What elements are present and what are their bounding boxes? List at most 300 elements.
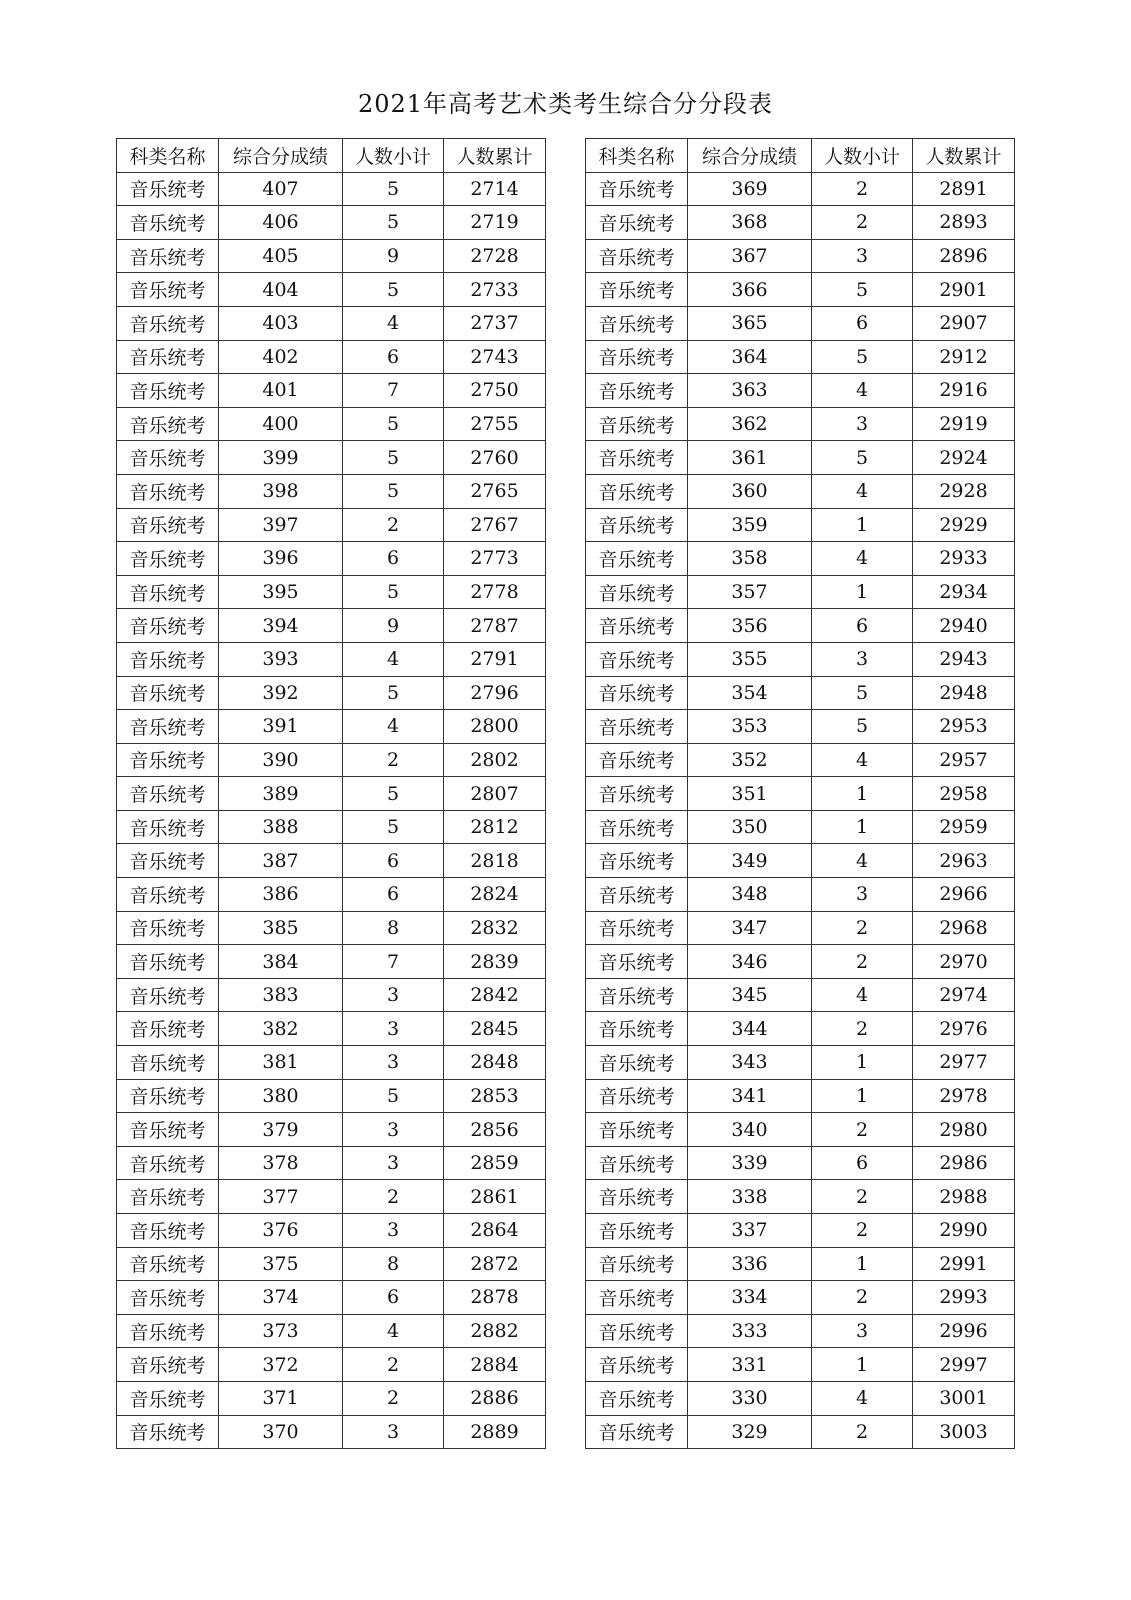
table-row	[117, 1180, 546, 1214]
table-row	[586, 676, 1015, 710]
header-count: 人数小计	[812, 139, 913, 173]
cell-count: 2	[812, 206, 913, 240]
table-row	[117, 206, 546, 240]
cell-category: 音乐统考	[117, 609, 219, 643]
cell-score: 354	[688, 676, 812, 710]
cell-score: 337	[688, 1214, 812, 1248]
cell-score: 349	[688, 844, 812, 878]
cell-cumulative: 2990	[913, 1214, 1015, 1248]
table-row	[117, 743, 546, 777]
cell-category: 音乐统考	[586, 911, 688, 945]
page-title: 2021年高考艺术类考生综合分分段表	[357, 90, 774, 118]
cell-count: 4	[812, 743, 913, 777]
cell-count: 5	[343, 777, 444, 811]
score-table-right	[585, 138, 1015, 1449]
table-row	[586, 306, 1015, 340]
header-score: 综合分成绩	[688, 139, 812, 173]
cell-category: 音乐统考	[117, 1314, 219, 1348]
cell-count: 6	[343, 878, 444, 912]
cell-count: 5	[812, 676, 913, 710]
cell-category: 音乐统考	[117, 1079, 219, 1113]
cell-cumulative: 2991	[913, 1247, 1015, 1281]
cell-count: 6	[343, 844, 444, 878]
cell-category: 音乐统考	[586, 1381, 688, 1415]
cell-category: 音乐统考	[586, 407, 688, 441]
table-row	[117, 474, 546, 508]
cell-score: 374	[219, 1281, 343, 1315]
cell-cumulative: 2929	[913, 508, 1015, 542]
cell-score: 346	[688, 945, 812, 979]
cell-count: 4	[343, 306, 444, 340]
table-row	[586, 1247, 1015, 1281]
table-row	[586, 810, 1015, 844]
cell-score: 336	[688, 1247, 812, 1281]
cell-cumulative: 2977	[913, 1046, 1015, 1080]
table-row	[117, 676, 546, 710]
cell-cumulative: 2988	[913, 1180, 1015, 1214]
cell-score: 395	[219, 575, 343, 609]
cell-score: 361	[688, 441, 812, 475]
cell-category: 音乐统考	[586, 609, 688, 643]
table-row	[117, 1281, 546, 1315]
cell-category: 音乐统考	[586, 878, 688, 912]
cell-score: 392	[219, 676, 343, 710]
cell-score: 330	[688, 1381, 812, 1415]
cell-category: 音乐统考	[586, 441, 688, 475]
cell-count: 5	[343, 676, 444, 710]
cell-count: 3	[343, 1146, 444, 1180]
table-row	[586, 239, 1015, 273]
cell-score: 382	[219, 1012, 343, 1046]
cell-count: 5	[812, 441, 913, 475]
cell-count: 4	[812, 844, 913, 878]
cell-cumulative: 2889	[444, 1415, 546, 1449]
table-row	[586, 172, 1015, 206]
cell-count: 6	[812, 306, 913, 340]
cell-score: 340	[688, 1113, 812, 1147]
header-count: 人数小计	[343, 139, 444, 173]
cell-score: 394	[219, 609, 343, 643]
cell-count: 3	[343, 1113, 444, 1147]
table-row	[117, 978, 546, 1012]
cell-score: 396	[219, 542, 343, 576]
cell-category: 音乐统考	[586, 374, 688, 408]
table-row	[117, 710, 546, 744]
table-body-right	[586, 172, 1015, 1449]
cell-score: 344	[688, 1012, 812, 1046]
cell-score: 352	[688, 743, 812, 777]
header-score: 综合分成绩	[219, 139, 343, 173]
cell-score: 362	[688, 407, 812, 441]
cell-score: 384	[219, 945, 343, 979]
cell-category: 音乐统考	[117, 575, 219, 609]
cell-category: 音乐统考	[117, 945, 219, 979]
cell-count: 2	[812, 1415, 913, 1449]
cell-count: 5	[343, 441, 444, 475]
table-row	[586, 1146, 1015, 1180]
cell-cumulative: 2878	[444, 1281, 546, 1315]
table-row	[586, 1180, 1015, 1214]
cell-cumulative: 2848	[444, 1046, 546, 1080]
cell-category: 音乐统考	[117, 911, 219, 945]
cell-score: 379	[219, 1113, 343, 1147]
cell-count: 3	[812, 642, 913, 676]
cell-score: 356	[688, 609, 812, 643]
cell-category: 音乐统考	[586, 1113, 688, 1147]
table-row	[586, 1214, 1015, 1248]
cell-score: 357	[688, 575, 812, 609]
cell-category: 音乐统考	[117, 306, 219, 340]
cell-cumulative: 2714	[444, 172, 546, 206]
cell-score: 388	[219, 810, 343, 844]
cell-score: 386	[219, 878, 343, 912]
cell-score: 358	[688, 542, 812, 576]
cell-count: 1	[812, 1046, 913, 1080]
cell-cumulative: 2872	[444, 1247, 546, 1281]
cell-score: 338	[688, 1180, 812, 1214]
table-row	[117, 844, 546, 878]
cell-count: 8	[343, 911, 444, 945]
cell-cumulative: 2856	[444, 1113, 546, 1147]
table-row	[117, 508, 546, 542]
cell-cumulative: 2901	[913, 273, 1015, 307]
cell-cumulative: 2924	[913, 441, 1015, 475]
cell-category: 音乐统考	[586, 777, 688, 811]
table-row	[117, 1348, 546, 1382]
cell-score: 401	[219, 374, 343, 408]
cell-score: 363	[688, 374, 812, 408]
cell-count: 3	[343, 978, 444, 1012]
cell-category: 音乐统考	[117, 374, 219, 408]
cell-count: 5	[343, 206, 444, 240]
table-header-row	[586, 139, 1015, 173]
cell-category: 音乐统考	[586, 1314, 688, 1348]
cell-category: 音乐统考	[586, 508, 688, 542]
cell-score: 405	[219, 239, 343, 273]
cell-count: 4	[343, 710, 444, 744]
table-row	[586, 206, 1015, 240]
cell-score: 403	[219, 306, 343, 340]
table-row	[586, 911, 1015, 945]
cell-cumulative: 2800	[444, 710, 546, 744]
cell-score: 380	[219, 1079, 343, 1113]
table-row	[117, 374, 546, 408]
cell-count: 3	[343, 1214, 444, 1248]
table-header-row	[117, 139, 546, 173]
cell-cumulative: 2896	[913, 239, 1015, 273]
cell-cumulative: 2765	[444, 474, 546, 508]
cell-count: 2	[812, 172, 913, 206]
cell-cumulative: 2802	[444, 743, 546, 777]
cell-category: 音乐统考	[586, 306, 688, 340]
header-cumulative: 人数累计	[444, 139, 546, 173]
cell-category: 音乐统考	[586, 1415, 688, 1449]
cell-category: 音乐统考	[117, 1247, 219, 1281]
cell-count: 1	[812, 1247, 913, 1281]
cell-score: 385	[219, 911, 343, 945]
cell-score: 375	[219, 1247, 343, 1281]
cell-count: 4	[812, 474, 913, 508]
cell-category: 音乐统考	[586, 172, 688, 206]
cell-score: 376	[219, 1214, 343, 1248]
cell-score: 366	[688, 273, 812, 307]
table-row	[117, 1247, 546, 1281]
cell-category: 音乐统考	[586, 844, 688, 878]
cell-category: 音乐统考	[117, 273, 219, 307]
cell-cumulative: 2891	[913, 172, 1015, 206]
table-row	[586, 340, 1015, 374]
table-row	[117, 441, 546, 475]
cell-score: 360	[688, 474, 812, 508]
table-row	[586, 1381, 1015, 1415]
cell-cumulative: 2842	[444, 978, 546, 1012]
cell-count: 5	[343, 810, 444, 844]
cell-cumulative: 2968	[913, 911, 1015, 945]
cell-cumulative: 2864	[444, 1214, 546, 1248]
cell-score: 368	[688, 206, 812, 240]
cell-cumulative: 2839	[444, 945, 546, 979]
table-row	[117, 1079, 546, 1113]
cell-score: 331	[688, 1348, 812, 1382]
cell-score: 339	[688, 1146, 812, 1180]
cell-category: 音乐统考	[586, 273, 688, 307]
cell-count: 2	[812, 945, 913, 979]
cell-score: 359	[688, 508, 812, 542]
cell-category: 音乐统考	[117, 777, 219, 811]
cell-cumulative: 2884	[444, 1348, 546, 1382]
cell-score: 389	[219, 777, 343, 811]
cell-cumulative: 2861	[444, 1180, 546, 1214]
table-row	[117, 340, 546, 374]
cell-count: 4	[343, 1314, 444, 1348]
cell-cumulative: 2943	[913, 642, 1015, 676]
table-row	[586, 878, 1015, 912]
cell-cumulative: 2934	[913, 575, 1015, 609]
table-row	[586, 978, 1015, 1012]
cell-count: 4	[812, 1381, 913, 1415]
cell-count: 2	[812, 911, 913, 945]
cell-score: 329	[688, 1415, 812, 1449]
cell-score: 353	[688, 710, 812, 744]
table-row	[117, 1415, 546, 1449]
cell-cumulative: 2912	[913, 340, 1015, 374]
table-row	[117, 407, 546, 441]
cell-count: 2	[343, 1381, 444, 1415]
cell-category: 音乐统考	[586, 340, 688, 374]
cell-cumulative: 2997	[913, 1348, 1015, 1382]
cell-category: 音乐统考	[586, 1046, 688, 1080]
cell-count: 2	[812, 1180, 913, 1214]
table-row	[586, 1314, 1015, 1348]
header-category: 科类名称	[117, 139, 219, 173]
cell-category: 音乐统考	[117, 1046, 219, 1080]
cell-score: 378	[219, 1146, 343, 1180]
table-row	[586, 1012, 1015, 1046]
cell-category: 音乐统考	[117, 441, 219, 475]
cell-cumulative: 2882	[444, 1314, 546, 1348]
cell-score: 367	[688, 239, 812, 273]
cell-cumulative: 2773	[444, 542, 546, 576]
cell-cumulative: 2743	[444, 340, 546, 374]
table-row	[586, 1281, 1015, 1315]
cell-category: 音乐统考	[586, 1214, 688, 1248]
table-row	[117, 642, 546, 676]
table-row	[586, 508, 1015, 542]
cell-cumulative: 2796	[444, 676, 546, 710]
cell-count: 3	[812, 239, 913, 273]
cell-count: 3	[812, 878, 913, 912]
cell-score: 397	[219, 508, 343, 542]
cell-count: 5	[343, 172, 444, 206]
cell-category: 音乐统考	[586, 239, 688, 273]
cell-cumulative: 2966	[913, 878, 1015, 912]
cell-category: 音乐统考	[117, 474, 219, 508]
cell-category: 音乐统考	[586, 474, 688, 508]
cell-cumulative: 2719	[444, 206, 546, 240]
cell-count: 3	[343, 1012, 444, 1046]
cell-score: 406	[219, 206, 343, 240]
cell-cumulative: 2845	[444, 1012, 546, 1046]
cell-category: 音乐统考	[586, 978, 688, 1012]
table-row	[586, 945, 1015, 979]
cell-count: 3	[343, 1046, 444, 1080]
cell-cumulative: 2853	[444, 1079, 546, 1113]
cell-cumulative: 2996	[913, 1314, 1015, 1348]
cell-count: 6	[812, 609, 913, 643]
cell-cumulative: 2953	[913, 710, 1015, 744]
cell-count: 9	[343, 239, 444, 273]
cell-count: 3	[343, 1415, 444, 1449]
cell-score: 345	[688, 978, 812, 1012]
table-row	[586, 374, 1015, 408]
cell-cumulative: 2886	[444, 1381, 546, 1415]
header-category: 科类名称	[586, 139, 688, 173]
cell-count: 5	[343, 474, 444, 508]
table-row	[117, 945, 546, 979]
cell-count: 2	[812, 1113, 913, 1147]
cell-cumulative: 2807	[444, 777, 546, 811]
cell-count: 6	[343, 542, 444, 576]
cell-category: 音乐统考	[586, 575, 688, 609]
cell-score: 370	[219, 1415, 343, 1449]
cell-count: 6	[812, 1146, 913, 1180]
table-row	[586, 642, 1015, 676]
cell-category: 音乐统考	[117, 710, 219, 744]
cell-cumulative: 2907	[913, 306, 1015, 340]
cell-count: 7	[343, 374, 444, 408]
cell-count: 1	[812, 575, 913, 609]
table-row	[117, 1314, 546, 1348]
cell-category: 音乐统考	[586, 642, 688, 676]
table-row	[117, 878, 546, 912]
cell-count: 6	[343, 340, 444, 374]
table-row	[586, 1046, 1015, 1080]
cell-score: 402	[219, 340, 343, 374]
cell-count: 1	[812, 508, 913, 542]
cell-score: 341	[688, 1079, 812, 1113]
cell-cumulative: 3001	[913, 1381, 1015, 1415]
cell-category: 音乐统考	[586, 1247, 688, 1281]
cell-count: 7	[343, 945, 444, 979]
cell-score: 333	[688, 1314, 812, 1348]
cell-count: 5	[812, 710, 913, 744]
cell-score: 364	[688, 340, 812, 374]
cell-cumulative: 2978	[913, 1079, 1015, 1113]
cell-cumulative: 2976	[913, 1012, 1015, 1046]
cell-count: 5	[812, 340, 913, 374]
table-row	[117, 1012, 546, 1046]
cell-cumulative: 2970	[913, 945, 1015, 979]
cell-category: 音乐统考	[117, 1180, 219, 1214]
cell-category: 音乐统考	[586, 1146, 688, 1180]
cell-cumulative: 2818	[444, 844, 546, 878]
cell-category: 音乐统考	[586, 1180, 688, 1214]
cell-score: 334	[688, 1281, 812, 1315]
cell-score: 387	[219, 844, 343, 878]
cell-cumulative: 2787	[444, 609, 546, 643]
table-row	[586, 743, 1015, 777]
table-row	[117, 911, 546, 945]
table-row	[117, 575, 546, 609]
table-row	[117, 609, 546, 643]
cell-cumulative: 2919	[913, 407, 1015, 441]
cell-cumulative: 2957	[913, 743, 1015, 777]
cell-count: 1	[812, 1348, 913, 1382]
cell-cumulative: 2859	[444, 1146, 546, 1180]
cell-cumulative: 2980	[913, 1113, 1015, 1147]
header-cumulative: 人数累计	[913, 139, 1015, 173]
cell-count: 6	[343, 1281, 444, 1315]
cell-cumulative: 2940	[913, 609, 1015, 643]
cell-cumulative: 2974	[913, 978, 1015, 1012]
table-row	[117, 1146, 546, 1180]
cell-count: 1	[812, 1079, 913, 1113]
cell-count: 8	[343, 1247, 444, 1281]
cell-cumulative: 2959	[913, 810, 1015, 844]
cell-score: 348	[688, 878, 812, 912]
table-row	[117, 1113, 546, 1147]
cell-count: 2	[812, 1214, 913, 1248]
cell-category: 音乐统考	[117, 172, 219, 206]
cell-category: 音乐统考	[117, 844, 219, 878]
cell-score: 407	[219, 172, 343, 206]
cell-category: 音乐统考	[586, 206, 688, 240]
table-body-left	[117, 172, 546, 1449]
cell-category: 音乐统考	[117, 407, 219, 441]
cell-category: 音乐统考	[117, 1146, 219, 1180]
cell-count: 2	[343, 508, 444, 542]
cell-category: 音乐统考	[117, 1381, 219, 1415]
table-row	[117, 1381, 546, 1415]
cell-count: 5	[343, 407, 444, 441]
cell-cumulative: 2916	[913, 374, 1015, 408]
cell-category: 音乐统考	[586, 1012, 688, 1046]
cell-score: 355	[688, 642, 812, 676]
cell-category: 音乐统考	[586, 743, 688, 777]
cell-score: 391	[219, 710, 343, 744]
cell-count: 5	[343, 1079, 444, 1113]
table-row	[117, 1046, 546, 1080]
cell-score: 377	[219, 1180, 343, 1214]
cell-count: 5	[812, 273, 913, 307]
cell-count: 3	[812, 1314, 913, 1348]
cell-category: 音乐统考	[117, 206, 219, 240]
cell-category: 音乐统考	[117, 642, 219, 676]
table-row	[586, 575, 1015, 609]
cell-cumulative: 2760	[444, 441, 546, 475]
table-row	[117, 172, 546, 206]
cell-count: 2	[812, 1012, 913, 1046]
